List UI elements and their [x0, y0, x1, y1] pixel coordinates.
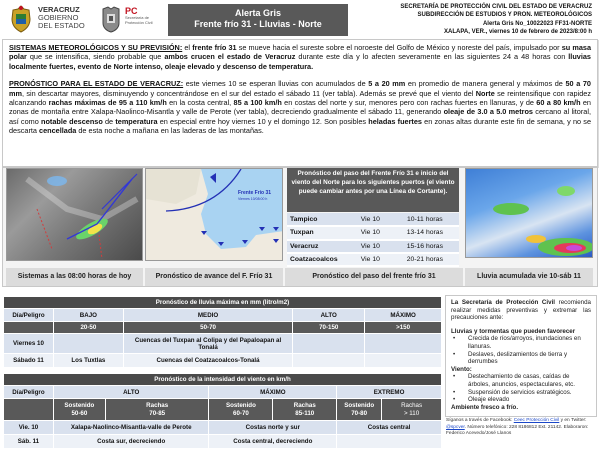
col-bajo: BAJO	[53, 309, 123, 322]
rain-table-title: Pronóstico de lluvia máxima en mm (litro/m2)	[4, 297, 442, 309]
col-alto: ALTO	[53, 386, 209, 399]
caption-ports: Pronóstico del paso del frente frío 31	[285, 268, 463, 286]
pc-logo-line2: Protección Civil	[125, 19, 153, 25]
alert-number: Alerta Gris No_10022023 FF31-NORTE	[482, 20, 592, 27]
facebook-link[interactable]: Ceec Protección Civil	[513, 418, 560, 423]
table-row: Tampico Vie 10 10-11 horas	[287, 213, 459, 226]
table-row: Sáb. 11 Costa sur, decreciendo Costa central, decreciendo	[4, 435, 442, 449]
caption-rain: Lluvia acumulada vie 10-sáb 11	[465, 268, 593, 286]
advisory-intro: La Secretaría de Protección Civil recomienda realizar medidas preventivas y extremar las precauciones ante:	[451, 299, 591, 322]
col-maximo: MÁXIMO	[209, 386, 337, 399]
col-day: Día/Peligro	[4, 309, 54, 322]
systems-heading: SISTEMAS METEOROLÓGICOS Y SU PREVISIÓN:	[9, 43, 183, 52]
twitter-link[interactable]: @spcver	[446, 424, 465, 430]
systems-paragraph: SISTEMAS METEOROLÓGICOS Y SU PREVISIÓN: el frente frío 31 se mueve hacia el sureste sobre el noroeste del Golfo de México y noreste del país, impulsado por su masa polar que se intensifica, siendo probable que ambos crucen el estado de Veracruz durante este día y lo afecten severamente en las siguientes 24 a 48 horas con lluvias localmente fuertes, evento de Norte intenso, oleaje elevado y descenso de temperatura.	[9, 43, 592, 71]
list-item: • Destechamiento de casas, caídas de árboles, anuncios, espectaculares, etc.	[451, 373, 591, 388]
veracruz-coat-of-arms-icon	[10, 5, 32, 33]
col-day: Día/Peligro	[4, 386, 54, 399]
col-extremo: EXTREMO	[337, 386, 442, 399]
list-item: • Oleaje elevado	[451, 396, 591, 404]
forecast-text-panel	[2, 39, 598, 167]
forecast-paragraph: PRONÓSTICO PARA EL ESTADO DE VERACRUZ: este viernes 10 se esperan lluvias con acumulados de 5 a 20 mm en promedio de manera general y máximos de 50 a 70 mm, sin descartar mayores, disminuyendo y concentrándose en el sur del estado el sábado 11 (ver tabla). Además se prevé que el viento del Norte se reintensifique con rapidez alcanzando rachas máximas de 95 a 110 km/h en la costa central, 85 a 100 km/h en costas del norte y sur, menores pero con rachas fuertes en llanuras, y de 60 a 80 km/h en zonas de montaña entre Xalapa-Naolinco-Misantla y valle de Perote (ver tabla), decreciendo gradualmente el sábado 11, generando oleaje de 3.0 a 5.0 metros cercano al litoral, así como notable descenso de temperatura en especial entre hoy viernes 10 y el domingo 12. Son posibles heladas fuertes en zonas altas durante este fin de semana, y no se descarta cencellada de esta noche a mañana en las laderas de las montañas.	[9, 79, 592, 136]
gov-logo-line2: GOBIERNO	[38, 13, 79, 22]
front-forecast-map	[145, 168, 283, 261]
wind-forecast-table: Pronóstico de la intensidad del viento en km/h Día/Peligro ALTO MÁXIMO EXTREMO Sostenido 50-60 Rachas 70-85 Sostenido 60-70 Rachas 85-110 Sostenido 70-80 Rachas > 110 Vie. 10 Xalapa-Naolinco-Misantla-valle de Perote Costas norte y sur Costas central Sáb. 11 Costa sur, decreciendo Costa central, decreciendo	[3, 373, 442, 449]
gov-logo-line1: VERACRUZ	[38, 5, 80, 14]
agency-subdivision: SUBDIRECCIÓN DE ESTUDIOS Y PRON. METEOROLÓGICOS	[417, 12, 592, 19]
list-item: • Crecida de ríos/arroyos, inundaciones en llanuras.	[451, 335, 591, 350]
table-row: Coatzacoalcos Vie 10 20-21 horas	[287, 253, 459, 266]
svg-text:Viernes 10/08:00 h: Viernes 10/08:00 h	[238, 197, 268, 201]
accumulated-rain-map	[465, 168, 593, 258]
advisory-closing: Ambiente fresco a frío.	[451, 403, 519, 411]
contact-footer: Síganos a través de Facebook: Ceec Protección Civil y en Twitter: @spcver. Número telefónico: 228 8186812 Ext. 21142. Elaboraron: Federico Acevedo/José Llanos	[446, 418, 589, 437]
satellite-image	[6, 168, 143, 261]
table-row: Vie. 10 Xalapa-Naolinco-Misantla-valle de Perote Costas norte y sur Costas central	[4, 421, 442, 435]
wind-risks-heading: Viento:	[451, 365, 472, 373]
pc-abbr: PC	[125, 6, 138, 16]
col-maximo: MÁXIMO	[365, 309, 442, 322]
wind-table-title: Pronóstico de la intensidad del viento en km/h	[4, 374, 442, 386]
pc-logo-text	[125, 7, 153, 25]
table-row: Viernes 10 Cuencas del Tuxpan al Colipa y del Papaloapan al Tonalá	[4, 334, 442, 354]
alert-title: Alerta Gris	[234, 8, 282, 18]
table-row: Tuxpan Vie 10 13-14 horas	[287, 226, 459, 239]
caption-front-map: Pronóstico de avance del F. Frío 31	[145, 268, 283, 286]
caption-satellite: Sistemas a las 08:00 horas de hoy	[6, 268, 143, 286]
advisory-panel	[445, 295, 597, 417]
protection-civil-emblem-icon	[100, 5, 122, 33]
agency-name: SECRETARÍA DE PROTECCIÓN CIVIL DEL ESTADO DE VERACRUZ	[400, 4, 592, 10]
forecast-heading: PRONÓSTICO PARA EL ESTADO DE VERACRUZ:	[9, 79, 184, 89]
rain-risks-list	[451, 335, 591, 365]
list-item: • Suspensión de servicios estratégicos.	[451, 389, 591, 397]
gov-logo-line3: DEL ESTADO	[38, 21, 85, 30]
wind-risks-list	[451, 373, 591, 403]
table-row: Sábado 11 Los Tuxtlas Cuencas del Coatzacoalcos-Tonalá	[4, 354, 442, 368]
list-item: • Deslaves, deslizamientos de tierra y derrumbes	[451, 351, 591, 366]
alert-subtitle: Frente frío 31 - Lluvias - Norte	[194, 19, 322, 29]
col-medio: MEDIO	[123, 309, 293, 322]
government-logo-text	[38, 6, 85, 30]
ports-table	[287, 213, 459, 267]
rain-forecast-table: Pronóstico de lluvia máxima en mm (litro/m2) Día/Peligro BAJO MEDIO ALTO MÁXIMO 20-50 50-70 70-150 >150 Viernes 10 Cuencas del Tuxpan al Colipa y del Papaloapan al Tonalá Sábado 11 Los Tuxtlas Cuencas del Coatzacoalcos-Tonalá	[3, 296, 442, 368]
col-alto: ALTO	[293, 309, 365, 322]
agency-info	[342, 3, 592, 37]
pc-logo-line1: Secretaría de	[125, 15, 150, 20]
svg-text:Frente Frío 31: Frente Frío 31	[238, 190, 272, 196]
alert-banner	[168, 4, 348, 36]
rain-risks-heading: Lluvias y tormentas que pueden favorecer	[451, 327, 576, 335]
issue-date: XALAPA, VER., viernes 10 de febrero de 2023/8:00 h	[444, 29, 592, 36]
ports-forecast-heading: Pronóstico del paso del Frente Frío 31 e inicio del viento del Norte para los siguientes puertos (el viento puede cambiar antes por una Línea de Cortante).	[287, 168, 459, 212]
table-row: Veracruz Vie 10 15-16 horas	[287, 240, 459, 253]
